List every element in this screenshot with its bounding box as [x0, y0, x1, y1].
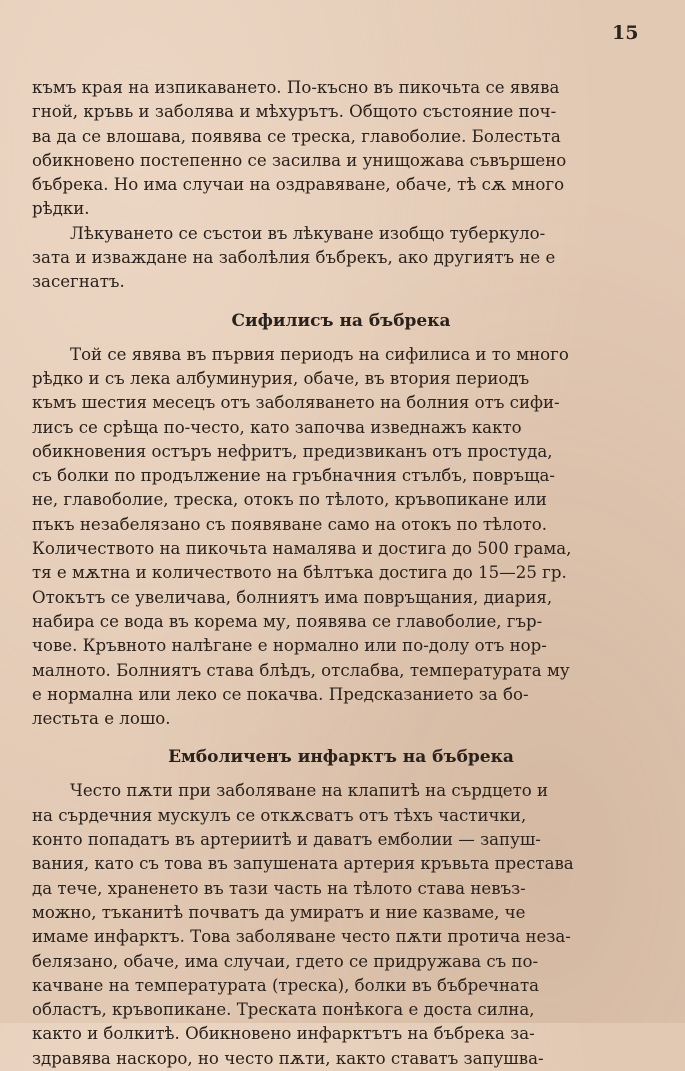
text-line: конто попадатъ въ артериитѣ и даватъ емболии — запуш- — [32, 830, 541, 850]
text-line: пъкъ незабелязано съ появяване само на отокъ по тѣлото. — [32, 514, 548, 534]
text-line: не, главоболие, треска, отокъ по тѣлото, кръвопикане или — [32, 490, 547, 510]
text-line: можно, тъканитѣ почватъ да умиратъ и ние казваме, че — [32, 902, 526, 922]
text-line: областъ, кръвопикане. Треската понѣкога е доста силна, — [32, 1000, 535, 1020]
paragraph-treatment — [32, 222, 650, 295]
text-line: на сърдечния мускулъ се откѫсватъ отъ тѣхъ частички, — [32, 805, 527, 825]
section-heading-embolic-infarct: Емболиченъ инфарктъ на бъбрека — [168, 747, 514, 768]
text-line: рѣдко и съ лека албуминурия, обаче, въ втория периодъ — [32, 368, 530, 388]
text-line: белязано, обаче, има случаи, гдето се придружава съ по- — [32, 951, 539, 971]
section-heading-syphilis: Сифилисъ на бъбрека — [231, 310, 451, 331]
page-content — [32, 76, 650, 1071]
text-line: имаме инфарктъ. Това заболяване често пѫти протича неза- — [32, 927, 571, 947]
text-line: лисъ се срѣща по-често, като започва изведнажъ както — [32, 417, 522, 437]
text-line: зата и изваждане на заболѣлия бъбрекъ, ако другиятъ не е — [32, 248, 556, 268]
text-line: е нормална или леко се покачва. Предсказанието за бо- — [32, 684, 529, 704]
page-number: 15 — [612, 22, 639, 44]
text-line: да тече, храненето въ тази часть на тѣлото става невъз- — [32, 878, 526, 898]
text-line: гной, кръвь и заболява и мѣхурътъ. Общото състояние поч- — [32, 102, 557, 122]
paragraph-embolic-infarct — [32, 779, 650, 1071]
text-line: чове. Кръвното налѣгане е нормално или по-долу отъ нор- — [32, 636, 547, 656]
text-line: Той се явява въ първия периодъ на сифилиса и то много — [70, 344, 569, 364]
text-line: засегнатъ. — [32, 272, 125, 292]
text-line: както и болкитѣ. Обикновено инфарктътъ на бъбрека за- — [32, 1024, 535, 1044]
text-line: обикновения остъръ нефритъ, предизвиканъ отъ простуда, — [32, 441, 553, 461]
text-line: тя е мѫтна и количеството на бѣлтъка достига до 15—25 гр. — [32, 563, 567, 583]
paragraph-syphilis — [32, 343, 650, 732]
text-line: обикновено постепенно се засилва и унищожава съвършено — [32, 150, 567, 170]
text-line: Отокътъ се увеличава, болниятъ има повръщания, диария, — [32, 587, 553, 607]
text-line: набира се вода въ корема му, появява се главоболие, гър- — [32, 611, 543, 631]
text-line: лестьта е лошо. — [32, 709, 171, 729]
text-line: бъбрека. Но има случаи на оздравяване, обаче, тѣ сѫ много — [32, 175, 565, 195]
text-line: рѣдки. — [32, 199, 90, 219]
text-line: здравява наскоро, но често пѫти, както ставатъ запушва- — [32, 1048, 544, 1068]
paragraph-continuation — [32, 76, 650, 222]
text-line: къмъ шестия месецъ отъ заболяването на болния отъ сифи- — [32, 393, 560, 413]
text-line: Често пѫти при заболяване на клапитѣ на сърдцето и — [70, 781, 549, 801]
text-line: качване на температурата (треска), болки въ бъбречната — [32, 975, 540, 995]
text-line: малното. Болниятъ става блѣдъ, отслабва, температурата му — [32, 660, 570, 680]
text-line: съ болки по продължение на гръбначния стълбъ, повръща- — [32, 466, 556, 486]
text-line: къмъ края на изпикаването. По-късно въ пикочьта се явява — [32, 78, 560, 97]
text-line: вания, като съ това въ запушената артерия кръвьта престава — [32, 854, 574, 874]
text-line: Количеството на пикочьта намалява и достига до 500 грама, — [32, 539, 572, 559]
text-line: Лѣкуването се състои въ лѣкуване изобщо туберкуло- — [70, 223, 546, 243]
text-line: ва да се влошава, появява се треска, главоболие. Болестьта — [32, 126, 561, 146]
